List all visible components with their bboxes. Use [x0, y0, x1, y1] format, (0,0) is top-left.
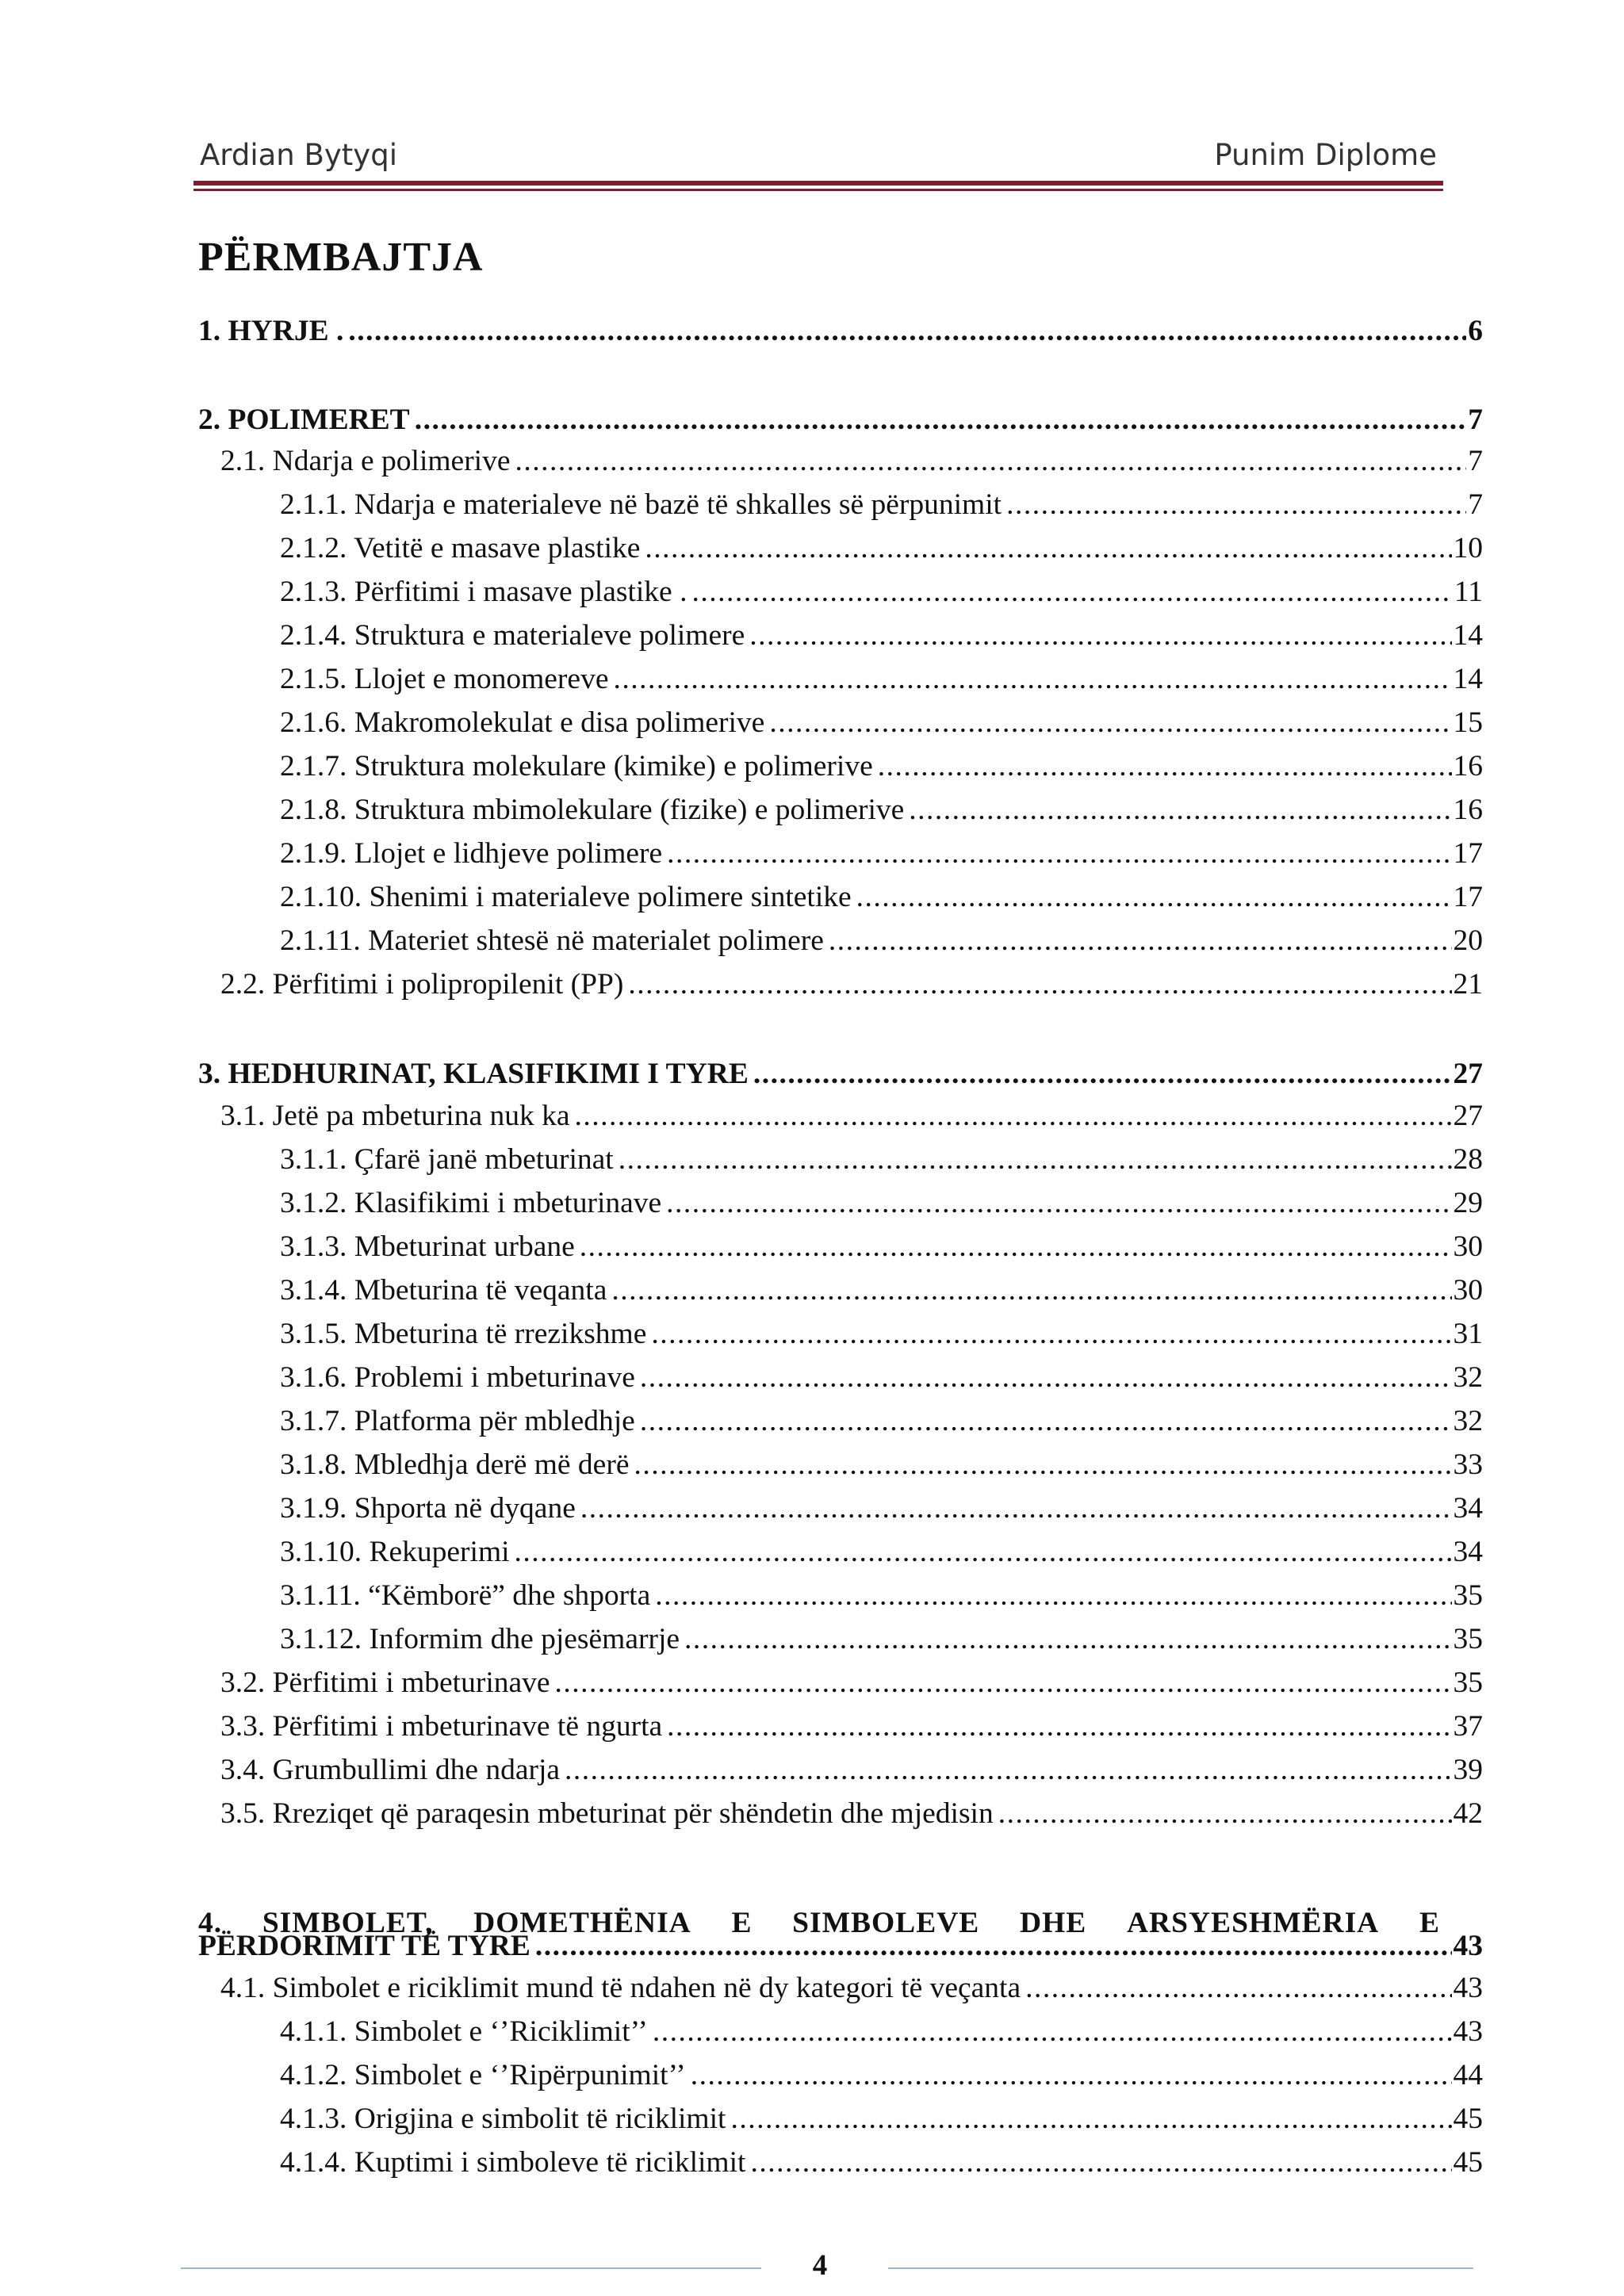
toc-entry-title: 3.1.11. “Këmborë” dhe shporta — [280, 1579, 651, 1612]
toc-entry-page: 16 — [1453, 794, 1483, 826]
toc-entry-title: 4.1. Simbolet e riciklimit mund të ndahen në dy kategori të veçanta — [220, 1972, 1021, 2004]
toc-entry-page: 34 — [1453, 1492, 1483, 1525]
toc-entry[interactable] — [280, 1139, 1483, 1181]
toc-entry-page: 29 — [1453, 1187, 1483, 1219]
toc-entry-page: 34 — [1453, 1536, 1483, 1568]
toc-entry[interactable] — [280, 1314, 1483, 1355]
toc-entry-title: 2.2. Përfitimi i polipropilenit (PP) — [220, 968, 624, 1001]
section-4-heading-word: DOMETHËNIA — [473, 1907, 691, 1939]
toc-entry[interactable] — [198, 311, 1483, 352]
toc-entry-title: 2.1.9. Llojet e lidhjeve polimere — [280, 837, 663, 870]
toc-entry[interactable] — [198, 1054, 1483, 1095]
toc-entry-title: 2.1.6. Makromolekulat e disa polimerive — [280, 706, 765, 739]
toc-entry-page: 45 — [1453, 2146, 1483, 2179]
toc-entry[interactable] — [280, 702, 1483, 744]
toc-dot-leader — [640, 1401, 1452, 1442]
toc-dot-leader — [580, 1488, 1452, 1529]
toc-entry[interactable] — [280, 2055, 1483, 2096]
toc-dot-leader — [1006, 484, 1466, 526]
toc-entry-page: 17 — [1453, 881, 1483, 913]
toc-entry-title: 4.1.1. Simbolet e ‘’Riciklimit’’ — [280, 2015, 648, 2048]
toc-entry[interactable] — [280, 528, 1483, 569]
toc-entry-page: 43 — [1453, 2015, 1483, 2048]
toc-entry[interactable] — [280, 1575, 1483, 1617]
toc-dot-leader — [645, 528, 1451, 569]
toc-entry[interactable] — [280, 1183, 1483, 1224]
toc-entry-title: 2. POLIMERET — [198, 404, 410, 436]
toc-dot-leader — [619, 1139, 1452, 1181]
toc-entry-page: 30 — [1453, 1274, 1483, 1307]
toc-entry[interactable] — [220, 1706, 1483, 1747]
toc-dot-leader — [666, 1183, 1451, 1224]
toc-entry[interactable] — [280, 920, 1483, 962]
toc-dot-leader — [515, 1532, 1452, 1573]
toc-dot-leader — [634, 1445, 1451, 1486]
toc-entry-title: 3.1.8. Mbledhja derë më derë — [280, 1448, 630, 1481]
toc-entry-title: 1. HYRJE . — [198, 315, 344, 347]
toc-dot-leader — [653, 2011, 1452, 2053]
toc-entry-page: 27 — [1453, 1100, 1483, 1132]
toc-entry-title: 3.5. Rreziqet që paraqesin mbeturinat për shëndetin dhe mjedisin — [220, 1797, 994, 1830]
toc-entry-title: 3.1.10. Rekuperimi — [280, 1536, 510, 1568]
toc-dot-leader — [730, 2099, 1451, 2140]
toc-entry-page: 44 — [1453, 2059, 1483, 2091]
section-4-heading-word: SIMBOLEVE — [792, 1907, 980, 1939]
toc-entry-title: 2.1.2. Vetitë e masave plastike — [280, 532, 641, 564]
toc-dot-leader — [749, 615, 1451, 656]
section-4-heading-word: E — [1419, 1907, 1440, 1939]
toc-entry-title: 2.1.3. Përfitimi i masave plastike . — [280, 576, 688, 608]
section-4-heading-word: DHE — [1020, 1907, 1087, 1939]
toc-entry[interactable] — [280, 572, 1483, 613]
toc-entry-page: 35 — [1453, 1623, 1483, 1655]
toc-entry-title: 4.1.2. Simbolet e ‘’Ripërpunimit’’ — [280, 2059, 686, 2091]
toc-dot-leader — [667, 833, 1451, 874]
toc-entry[interactable] — [220, 441, 1483, 482]
toc-entry-page: 21 — [1453, 968, 1483, 1001]
toc-dot-leader — [856, 877, 1452, 918]
toc-entry-page: 37 — [1453, 1710, 1483, 1743]
toc-entry-title: 2.1.8. Struktura mbimolekulare (fizike) e polimerive — [280, 794, 905, 826]
footer-rule-right — [888, 2267, 1473, 2269]
toc-entry-title: 4.1.3. Origjina e simbolit të riciklimit — [280, 2103, 726, 2135]
toc-entry-title: 3.1.9. Shporta në dyqane — [280, 1492, 576, 1525]
toc-dot-leader — [575, 1096, 1452, 1137]
toc-entry[interactable] — [280, 833, 1483, 874]
toc-dot-leader — [1025, 1968, 1451, 2009]
toc-entry[interactable] — [280, 1488, 1483, 1529]
toc-entry-page: 6 — [1468, 315, 1483, 347]
toc-dot-leader — [667, 1706, 1451, 1747]
toc-entry-title: 2.1.11. Materiet shtesë në materialet polimere — [280, 924, 824, 957]
toc-entry[interactable] — [280, 1532, 1483, 1573]
toc-entry-page: 39 — [1453, 1754, 1483, 1786]
header-doc-type: Punim Diplome — [1214, 138, 1437, 172]
toc-entry-page: 42 — [1453, 1797, 1483, 1830]
toc-entry-page: 32 — [1453, 1361, 1483, 1394]
toc-entry[interactable] — [198, 400, 1483, 441]
toc-entry[interactable] — [280, 2011, 1483, 2053]
toc-entry[interactable] — [220, 1096, 1483, 1137]
toc-entry[interactable] — [280, 2099, 1483, 2140]
toc-dot-leader — [640, 1357, 1452, 1399]
toc-dot-leader — [628, 964, 1451, 1005]
toc-dot-leader — [909, 790, 1451, 831]
toc-entry[interactable] — [280, 790, 1483, 831]
toc-entry[interactable] — [280, 1357, 1483, 1399]
toc-entry-page: 35 — [1453, 1667, 1483, 1699]
toc-dot-leader — [998, 1793, 1452, 1835]
toc-entry[interactable] — [280, 1401, 1483, 1442]
toc-entry-page: 28 — [1453, 1143, 1483, 1176]
toc-entry-page: 7 — [1468, 404, 1483, 436]
toc-entry-page: 33 — [1453, 1448, 1483, 1481]
toc-entry-title: 2.1. Ndarja e polimerive — [220, 445, 511, 477]
footer-rule-left — [181, 2267, 761, 2269]
toc-entry[interactable] — [280, 615, 1483, 656]
toc-entry-page: 35 — [1453, 1579, 1483, 1612]
section-4-heading-line-1 — [198, 1903, 1440, 1944]
toc-entry-title: 3.1.1. Çfarë janë mbeturinat — [280, 1143, 614, 1176]
toc-entry-title: 3.2. Përfitimi i mbeturinave — [220, 1667, 550, 1699]
toc-entry[interactable] — [280, 1270, 1483, 1311]
toc-entry-page: 16 — [1453, 750, 1483, 783]
toc-entry-title: PËRDORIMIT TË TYRE — [198, 1930, 530, 1962]
page-title: PËRMBAJTJA — [198, 235, 484, 280]
toc-entry-title: 3. HEDHURINAT, KLASIFIKIMI I TYRE — [198, 1058, 749, 1090]
toc-entry-title: 3.1.5. Mbeturina të rrezikshme — [280, 1318, 647, 1350]
toc-entry-title: 2.1.10. Shenimi i materialeve polimere sintetike — [280, 881, 852, 913]
toc-dot-leader — [651, 1314, 1451, 1355]
toc-entry[interactable] — [280, 484, 1483, 526]
toc-dot-leader — [753, 1054, 1452, 1095]
toc-dot-leader — [769, 702, 1451, 744]
toc-entry-page: 43 — [1453, 1972, 1483, 2004]
toc-dot-leader — [415, 400, 1467, 441]
toc-entry-title: 3.1. Jetë pa mbeturina nuk ka — [220, 1100, 570, 1132]
toc-dot-leader — [613, 659, 1451, 700]
toc-dot-leader — [611, 1270, 1451, 1311]
toc-entry[interactable] — [220, 1663, 1483, 1704]
toc-entry-page: 7 — [1468, 488, 1483, 521]
toc-dot-leader — [580, 1226, 1452, 1268]
toc-entry-page: 20 — [1453, 924, 1483, 957]
header-author: Ardian Bytyqi — [200, 138, 397, 172]
section-4-heading-word: SIMBOLET, — [262, 1907, 434, 1939]
toc-entry[interactable] — [280, 1445, 1483, 1486]
toc-entry-page: 7 — [1468, 445, 1483, 477]
toc-entry[interactable] — [220, 1793, 1483, 1835]
toc-entry-title: 2.1.4. Struktura e materialeve polimere — [280, 619, 745, 652]
section-4-heading-word: E — [731, 1907, 753, 1939]
toc-entry-page: 30 — [1453, 1230, 1483, 1263]
toc-entry-page: 32 — [1453, 1405, 1483, 1437]
toc-entry[interactable] — [280, 659, 1483, 700]
toc-entry[interactable] — [280, 1226, 1483, 1268]
toc-entry[interactable] — [280, 1619, 1483, 1660]
toc-entry-page: 14 — [1453, 663, 1483, 695]
toc-entry-page: 17 — [1453, 837, 1483, 870]
toc-dot-leader — [691, 2055, 1452, 2096]
toc-entry-page: 15 — [1453, 706, 1483, 739]
toc-entry-page: 45 — [1453, 2103, 1483, 2135]
toc-dot-leader — [878, 746, 1452, 787]
section-4-heading-word: ARSYESHMËRIA — [1126, 1907, 1380, 1939]
toc-entry-title: 2.1.1. Ndarja e materialeve në bazë të shkalles së përpunimit — [280, 488, 1002, 521]
toc-entry-page: 27 — [1453, 1058, 1483, 1090]
toc-entry-page: 11 — [1454, 576, 1483, 608]
toc-dot-leader — [348, 311, 1466, 352]
toc-entry-title: 3.1.2. Klasifikimi i mbeturinave — [280, 1187, 662, 1219]
toc-dot-leader — [565, 1750, 1451, 1791]
toc-dot-leader — [684, 1619, 1451, 1660]
toc-dot-leader — [515, 441, 1467, 482]
toc-entry-title: 3.1.7. Platforma për mbledhje — [280, 1405, 635, 1437]
toc-dot-leader — [750, 2142, 1451, 2183]
toc-entry-title: 3.1.6. Problemi i mbeturinave — [280, 1361, 635, 1394]
toc-entry-page: 31 — [1453, 1318, 1483, 1350]
toc-entry-title: 2.1.7. Struktura molekulare (kimike) e polimerive — [280, 750, 873, 783]
toc-entry-title: 4.1.4. Kuptimi i simboleve të riciklimit — [280, 2146, 746, 2179]
toc-entry-title: 3.1.12. Informim dhe pjesëmarrje — [280, 1623, 680, 1655]
toc-dot-leader — [655, 1575, 1451, 1617]
page-number: 4 — [812, 2249, 828, 2282]
toc-entry[interactable] — [220, 1750, 1483, 1791]
toc-dot-leader — [555, 1663, 1452, 1704]
toc-entry[interactable] — [280, 877, 1483, 918]
toc-entry-title: 2.1.5. Llojet e monomereve — [280, 663, 609, 695]
section-4-heading-word: 4. — [198, 1907, 223, 1939]
toc-entry-title: 3.3. Përfitimi i mbeturinave të ngurta — [220, 1710, 663, 1743]
toc-entry-page: 43 — [1453, 1930, 1483, 1962]
toc-entry[interactable] — [220, 1968, 1483, 2009]
toc-entry[interactable] — [280, 746, 1483, 787]
toc-entry[interactable] — [280, 2142, 1483, 2183]
toc-entry-title: 3.1.3. Mbeturinat urbane — [280, 1230, 575, 1263]
toc-dot-leader — [691, 572, 1452, 613]
toc-entry-page: 14 — [1453, 619, 1483, 652]
toc-entry[interactable] — [220, 964, 1483, 1005]
toc-entry-title: 3.4. Grumbullimi dhe ndarja — [220, 1754, 561, 1786]
toc-dot-leader — [829, 920, 1452, 962]
toc-entry-title: 3.1.4. Mbeturina të veqanta — [280, 1274, 607, 1307]
toc-entry-page: 10 — [1453, 532, 1483, 564]
